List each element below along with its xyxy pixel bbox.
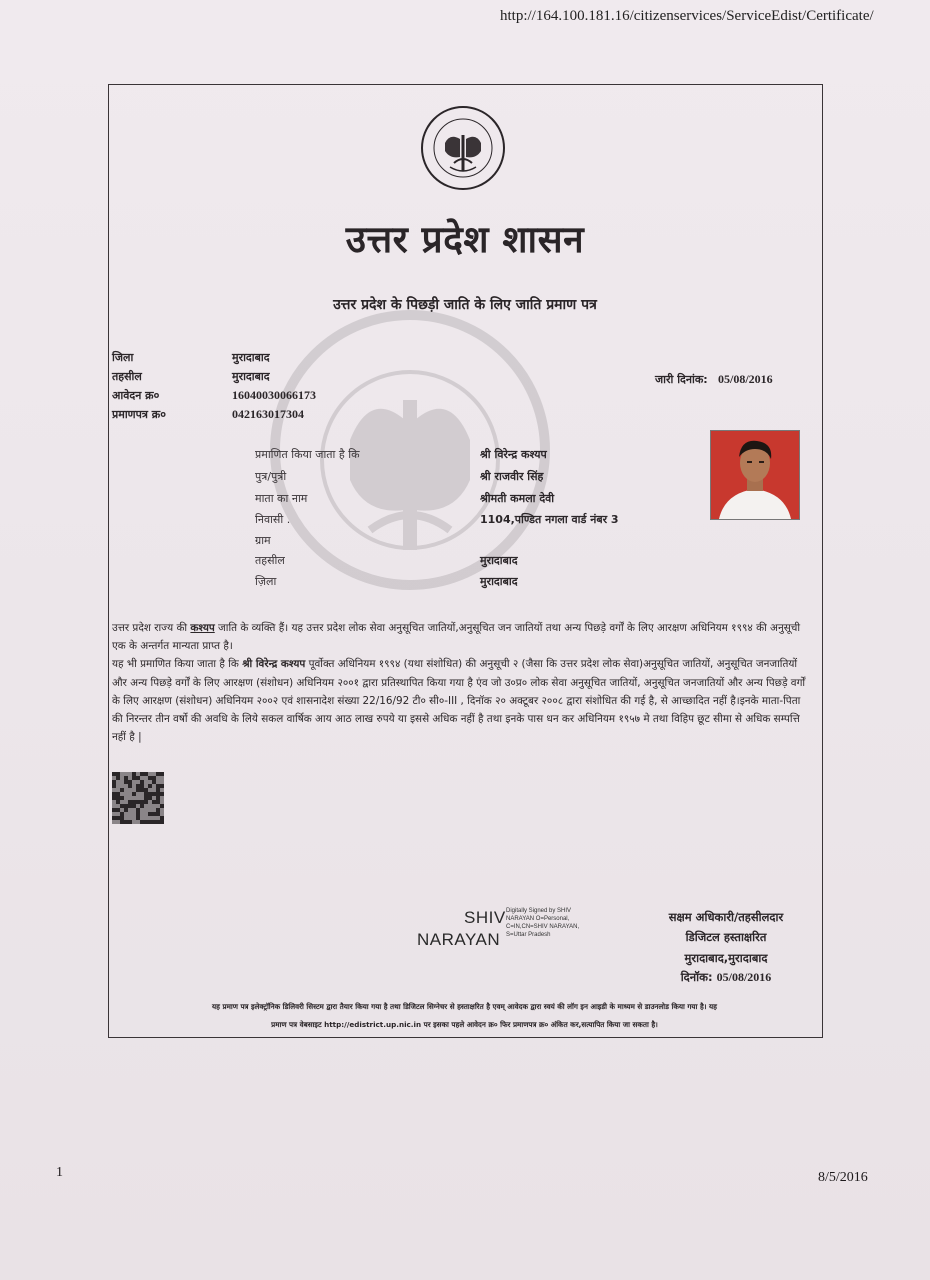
page-number: 1: [56, 1165, 63, 1180]
authority-title: सक्षम अधिकारी/तहसीलदार: [668, 910, 784, 924]
signature-date: दिनॉक: 05/08/2016: [680, 970, 772, 984]
certificate-number-label: प्रमाणपत्र क्र०: [112, 408, 166, 421]
authority-digital-signed: डिजिटल हस्ताक्षरित: [685, 930, 767, 944]
authority-place: मुरादाबाद,मुरादाबाद: [684, 951, 768, 965]
mother-name: श्रीमती कमला देवी: [480, 492, 555, 505]
tehsil-label: तहसील: [112, 370, 142, 383]
resident-label: निवासी .: [255, 513, 291, 526]
page-url: http://164.100.181.16/citizenservices/ServiceEdist/Certificate/: [500, 8, 874, 24]
certificate-number-value: 042163017304: [232, 407, 304, 421]
person-district-value: मुरादाबाद: [480, 575, 518, 588]
person-tehsil-label: तहसील: [255, 554, 285, 567]
person-district-label: ज़िला: [255, 575, 277, 588]
signer-name-line2: NARAYAN: [417, 930, 501, 949]
body-paragraph-1: उत्तर प्रदेश राज्य की कश्यप जाति के व्यक्ति हैं। यह उत्तर प्रदेश लोक सेवा अनुसूचित जातियों,अनुसूचित जन जातियों तथा अन्य पिछड़े वर्गों के लिए आरक्षण अधिनियम १९९४ की अनुसूची एक के अन्तर्गत मान्यता प्राप्त है।: [112, 622, 801, 653]
issue-date-label: जारी दिनांक:: [655, 373, 708, 386]
mother-label: माता का नाम: [255, 492, 308, 505]
up-government-emblem: [420, 105, 506, 191]
digital-signature-details: Digitally Signed by SHIV NARAYAN O=Personal, C=IN,CN=SHIV NARAYAN, S=Uttar Pradesh: [506, 908, 580, 938]
body-paragraph-2: यह भी प्रमाणित किया जाता है कि श्री विरेन्द्र कश्यप पूर्वोक्त अधिनियम १९९४ (यथा संशोधित) की अनुसूची २ (जैसा कि उत्तर प्रदेश लोक सेवा)अनुसूचित जातियों, अनुसूचित जनजातियों और अन्य पिछड़े वर्गों के लिए आरक्षण (संशोधन) अधिनियम २००१ द्वारा प्रतिस्थापित किया गया है एंव जो उ०प्र० लोक सेवा अनुसूचित जातियों, अनुसूचित जनजातियों और अन्य पिछड़े वर्गों के लिए आरक्षण (संशोधन) अधिनियम २००२ एवं शासनादेश संख्या 22/16/92 टी० सी०-III , दिनॉक २० अक्टूबर २००८ द्वारा संशोधित की गई है, से आच्छादित नहीं है।इनके माता-पिता की निरन्तर तीन वर्षो की अवधि के लिये सकल वार्षिक आय आठ लाख रुपये या इससे अधिक नहीं है तथा इनके पास धन कर अधिनियम १९५७ मे तथा विहिप छूट सीमा से अधिक सम्पत्ति नहीं है |: [112, 658, 806, 744]
village-label: ग्राम: [255, 534, 271, 547]
applicant-name: श्री विरेन्द्र कश्यप: [480, 448, 547, 461]
parent-label: पुत्र/पुत्री: [255, 470, 287, 483]
certify-label: प्रमाणित किया जाता है कि: [255, 448, 360, 461]
government-title: उत्तर प्रदेश शासन: [345, 218, 585, 261]
tehsil-value: मुरादाबाद: [232, 370, 270, 383]
signer-name-line1: SHIV: [464, 908, 506, 927]
district-label: जिला: [112, 351, 134, 364]
issue-date-value: 05/08/2016: [718, 372, 773, 386]
application-number-label: आवेदन क्र०: [112, 389, 160, 402]
resident-address: 1104,पण्डित नगला वार्ड नंबर 3: [480, 513, 619, 526]
certificate-body: [112, 619, 812, 746]
body-applicant-name: श्री विरेन्द्र कश्यप: [242, 658, 306, 671]
application-number-value: 16040030066173: [232, 388, 316, 402]
district-value: मुरादाबाद: [232, 351, 270, 364]
applicant-photo: [710, 430, 800, 520]
qr-code: [112, 772, 164, 824]
caste-name: कश्यप: [190, 622, 215, 634]
certificate-footer: यह प्रमाण पत्र इलेक्ट्रॉनिक डिलिवरी सिस्टम द्वारा तैयार किया गया है तथा डिजिटल सिग्नेचर से हस्ताक्षरित है एवम् आवेदक द्वारा स्वयं की लॉग इन आइडी के माध्यम से डाउनलोड किया गया है। यह प्रमाण पत्र वेबसाइट http://edistrict.up.nic.in पर इसका पहले आवेदन क्र० फिर प्रमाणपत्र क्र० अंकित कर,सत्यापित किया जा सकता है।: [212, 1002, 717, 1029]
print-date: 8/5/2016: [818, 1170, 868, 1185]
certificate-title: उत्तर प्रदेश के पिछड़ी जाति के लिए जाति प्रमाण पत्र: [333, 297, 597, 313]
parent-name: श्री राजवीर सिंह: [480, 470, 544, 483]
person-tehsil-value: मुरादाबाद: [480, 554, 518, 567]
